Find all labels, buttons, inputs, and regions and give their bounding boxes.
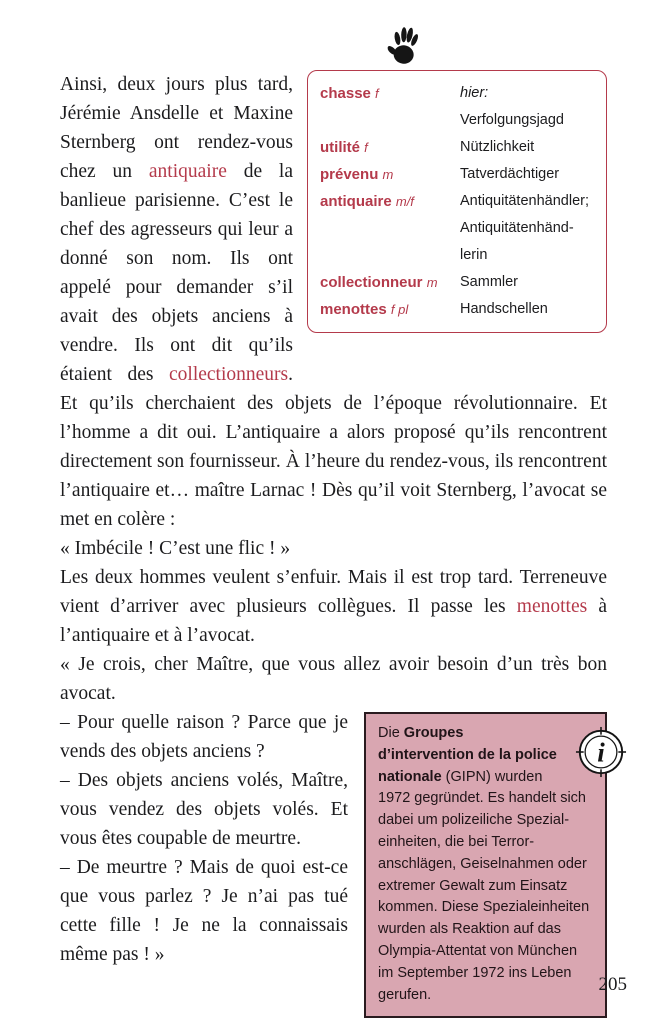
vocab-translation-de: Tatverdächtiger <box>460 166 560 182</box>
vocab-gender: m <box>382 167 394 182</box>
vocab-gender: f <box>375 86 379 101</box>
story-paragraph: « Je crois, cher Maître, que vous allez avoir besoin d’un très bon avocat. <box>60 654 607 704</box>
vocab-gender: m/f <box>395 194 414 209</box>
vocab-translation-de: Antiquitätenhändler; Antiquitätenhändlerin <box>460 193 589 263</box>
vocab-term-fr <box>320 269 460 296</box>
vocab-translation-de: hier: Verfolgungsjagd <box>460 85 564 128</box>
vocab-term-fr <box>320 80 460 134</box>
info-icon <box>575 726 627 778</box>
story-paragraph: Les deux hommes veulent s’enfuir. Mais il est trop tard. Terreneuve vient d’arriver avec plusieurs collègues. Il passe les menottes à l’antiquaire et à l’avocat. <box>60 567 608 646</box>
page-number: 205 <box>598 974 627 995</box>
vocab-term-fr <box>320 296 460 323</box>
vocab-word: menottes <box>320 301 387 318</box>
story-paragraph: – Pour quelle raison ? Parce que je vends des objets anciens ? <box>60 712 348 762</box>
vocab-row <box>320 80 594 134</box>
vocab-term-fr <box>320 188 460 269</box>
vocab-row <box>320 134 594 161</box>
vocab-row <box>320 296 594 323</box>
vocabulary-list <box>307 70 607 333</box>
vocab-word: collectionneur <box>320 274 423 291</box>
handprint-icon <box>380 19 430 71</box>
vocab-row <box>320 161 594 188</box>
vocab-word: chasse <box>320 85 371 102</box>
story-paragraph: « Imbécile ! C’est une flic ! » <box>60 538 291 559</box>
vocab-word: antiquaire <box>320 193 392 210</box>
vocab-row <box>320 188 594 269</box>
story-paragraph: – De meurtre ? Mais de quoi est-ce que vous parlez ? Je n’ai pas tué cette fille ! Je ne la connaissais même pas ! » <box>60 857 348 965</box>
vocab-translation-de: Sammler <box>460 274 519 290</box>
vocabulary-box <box>307 70 607 333</box>
vocab-gender: f pl <box>390 302 409 317</box>
vocab-term-fr <box>320 161 460 188</box>
vocab-word: utilité <box>320 139 360 156</box>
story-paragraph: – Des objets anciens volés, Maître, vous vendez des objets volés. Et vous êtes coupable de meurtre. <box>60 770 348 849</box>
info-box-panel <box>364 712 607 1018</box>
vocab-translation-de: Nützlichkeit <box>460 139 535 155</box>
story-text <box>60 70 607 1018</box>
svg-text:i: i <box>597 737 605 768</box>
info-box-text: Die Groupes d’intervention de la police nationale (GIPN) wurden 1972 gegründet. Es handelt sich dabei um polizeiliche Spezialeinheiten, die bei Terroranschlägen, Geiselnahmen oder extremer Gewalt zum Einsatz kommen. Diese Spezialeinheiten wurden als Reaktion auf das Olympia-Attentat von München im September 1972 ins Leben gerufen. <box>378 725 590 1003</box>
vocab-translation-de: Handschellen <box>460 301 548 317</box>
vocab-gender: f <box>364 140 368 155</box>
vocab-gender: m <box>426 275 438 290</box>
info-box <box>364 712 607 1018</box>
vocab-term-fr <box>320 134 460 161</box>
vocab-word: prévenu <box>320 166 379 183</box>
story-paragraph: Ainsi, deux jours plus tard, Jérémie Ansdelle et Maxine Sternberg ont rendez-vous chez un antiquaire de la banlieue parisienne. C’est le chef des agresseurs qui leur a donné son nom. Ils ont appelé pour demander s’il avait des objets anciens à vendre. Ils ont dit qu’ils étaient des collectionneurs. Et qu’ils cherchaient des objets de l’époque révolutionnaire. Et l’homme a dit oui. L’antiquaire a alors proposé qu’ils rencontrent directement son fournisseur. À l’heure du rendez-vous, ils rencontrent l’antiquaire et… maître Larnac ! Dès qu’il voit Sternberg, l’avocat se met en colère : <box>60 74 607 530</box>
vocab-row <box>320 269 594 296</box>
